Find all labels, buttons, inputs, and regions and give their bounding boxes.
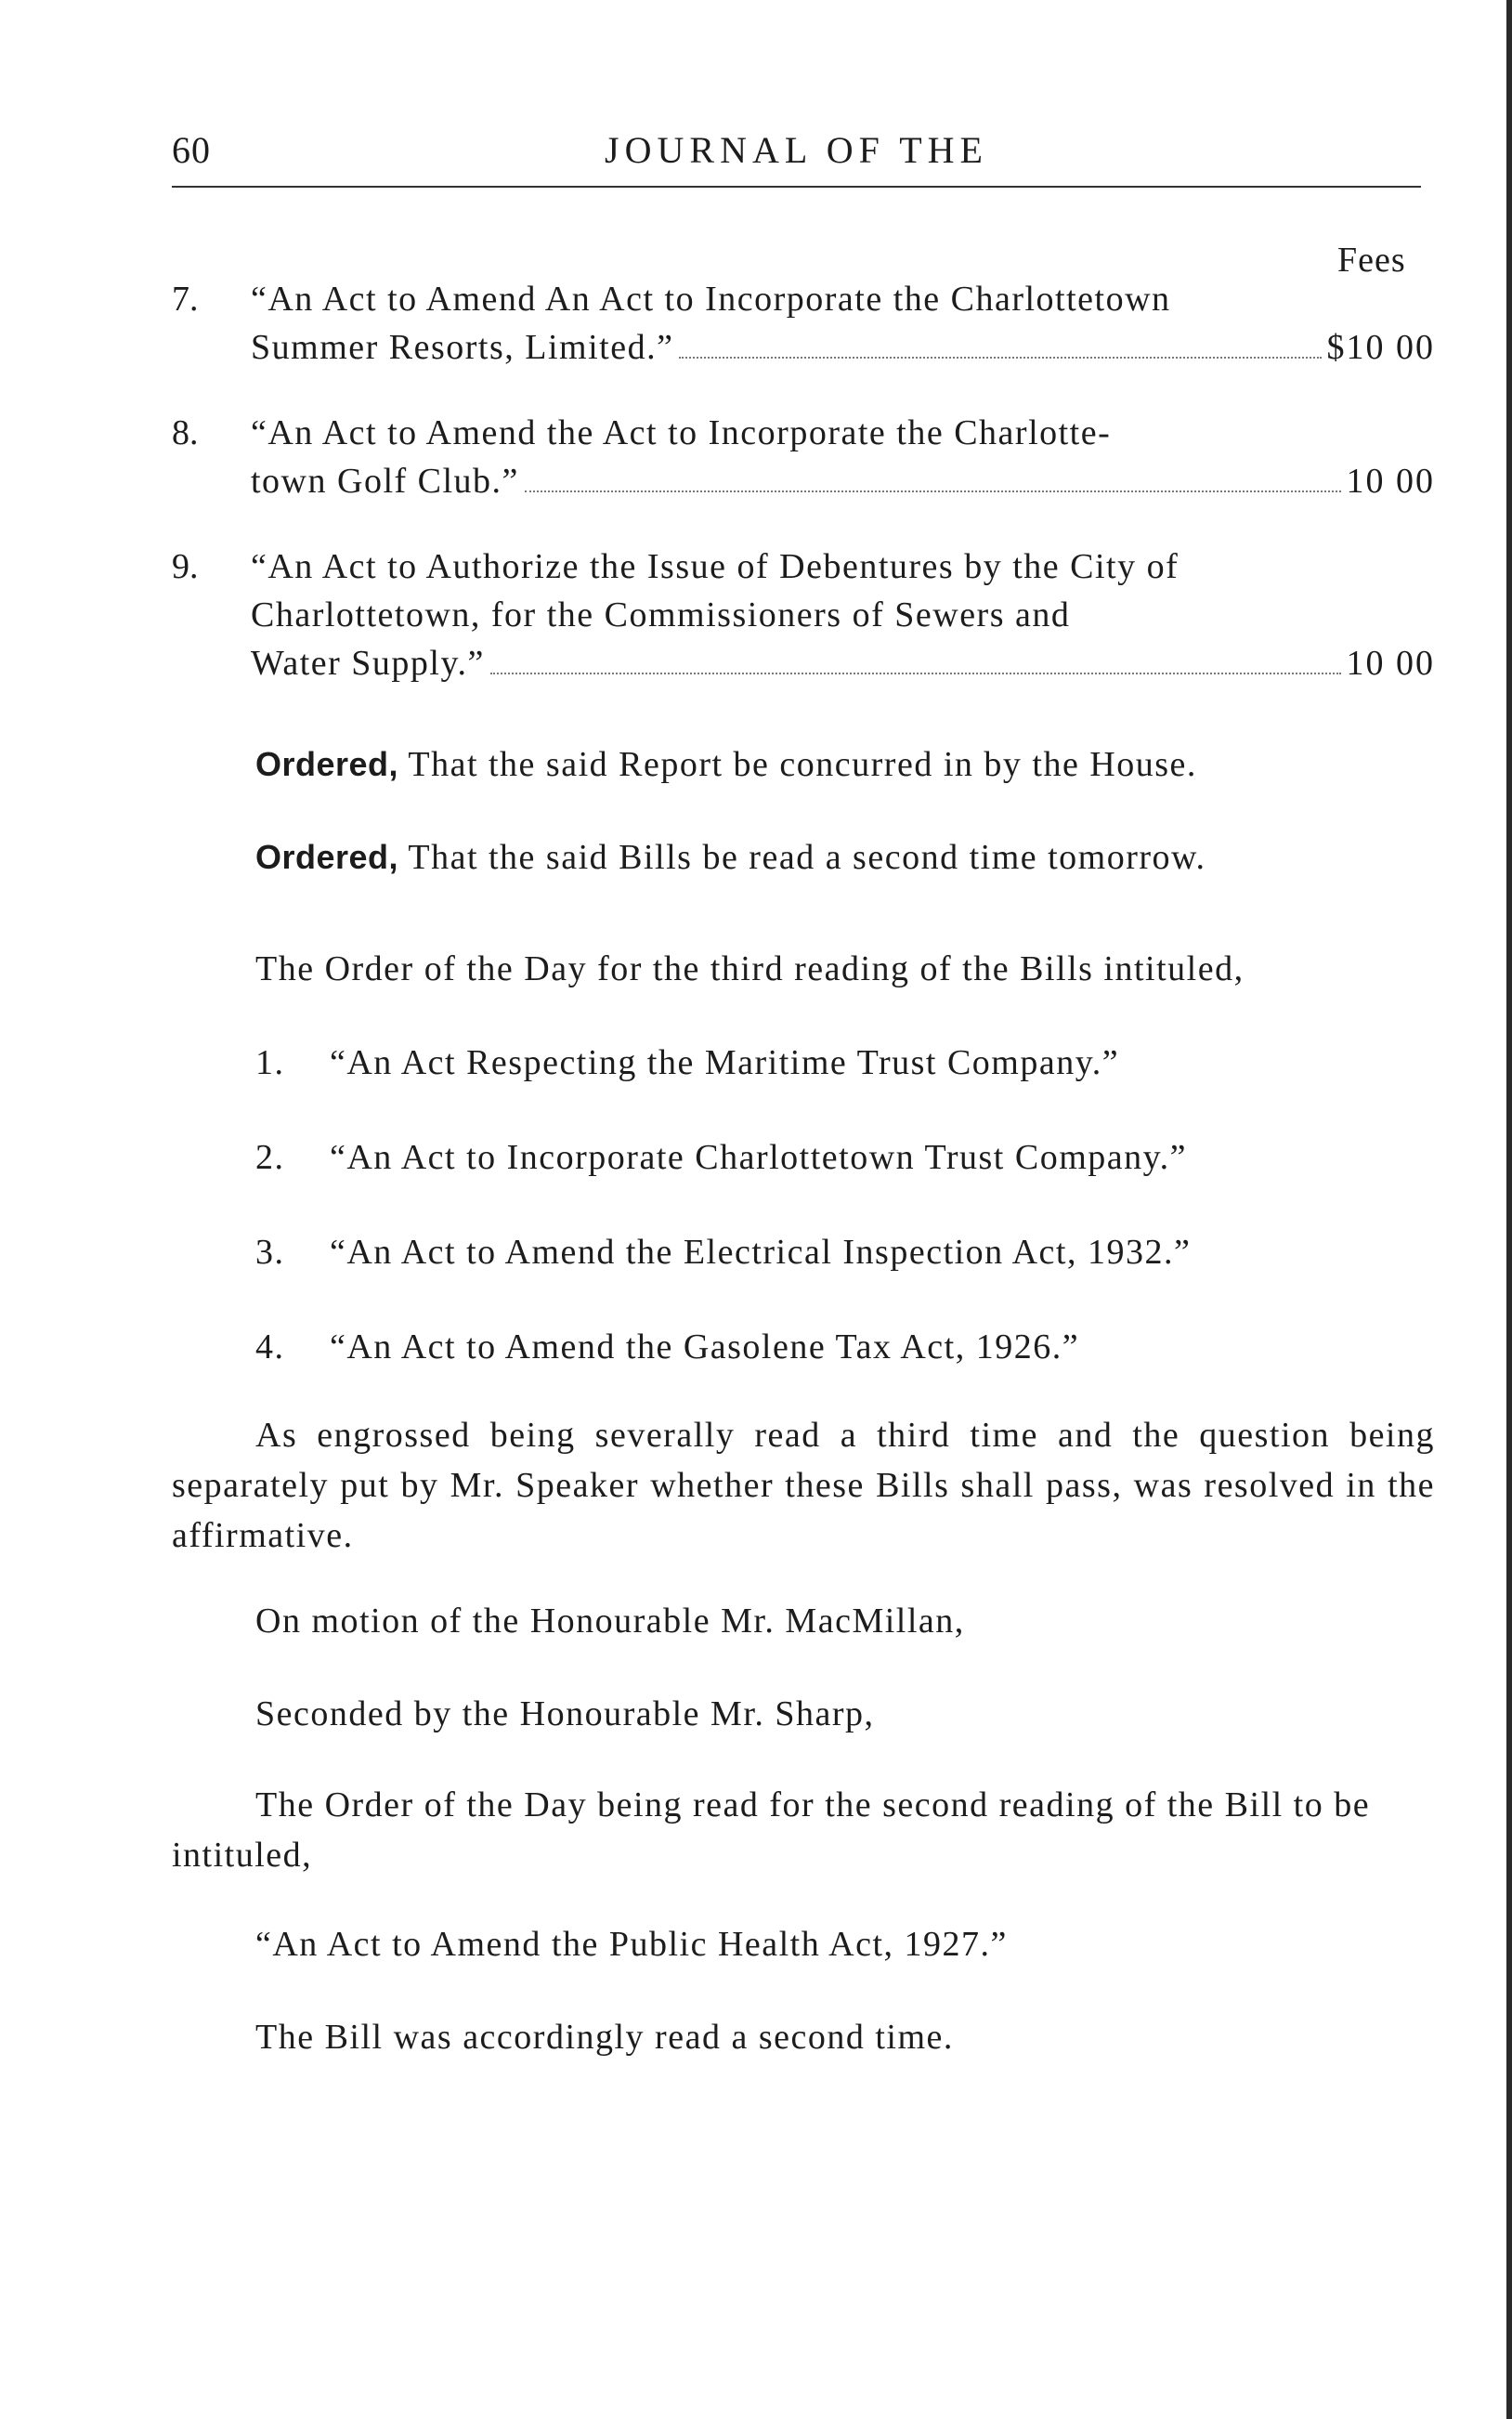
read-second-time-paragraph: The Bill was accordingly read a second time. bbox=[255, 2018, 954, 2057]
seconded-paragraph: Seconded by the Honourable Mr. Sharp, bbox=[255, 1694, 875, 1733]
list-item-number: 1. bbox=[255, 1043, 285, 1082]
bill-text bbox=[251, 543, 1435, 687]
bill-line: “An Act to Amend An Act to Incorporate the Charlottetown bbox=[251, 280, 1171, 319]
list-item-title: “An Act Respecting the Maritime Trust Company.” bbox=[330, 1043, 1120, 1082]
bill-line: Charlottetown, for the Commissioners of Sewers and bbox=[251, 595, 1071, 634]
list-item-title: “An Act to Amend the Electrical Inspection Act, 1932.” bbox=[330, 1233, 1192, 1272]
scan-edge bbox=[1506, 0, 1512, 2419]
list-item-number: 4. bbox=[255, 1327, 285, 1366]
list-item-number: 2. bbox=[255, 1138, 285, 1177]
running-title: JOURNAL OF THE bbox=[605, 129, 988, 171]
ordered-label: Ordered, bbox=[255, 838, 399, 876]
ordered-label: Ordered, bbox=[255, 745, 399, 783]
bill-line: “An Act to Amend the Act to Incorporate the Charlotte- bbox=[251, 413, 1112, 452]
page-header bbox=[172, 121, 1421, 195]
ordered-text: That the said Bills be read a second time tomorrow. bbox=[398, 838, 1206, 877]
dot-leader bbox=[679, 356, 1321, 359]
bill-item bbox=[172, 543, 1435, 687]
ordered-report-paragraph bbox=[172, 739, 1435, 790]
bill-fee-line bbox=[251, 457, 1435, 505]
bill-line: Summer Resorts, Limited.” bbox=[251, 328, 674, 367]
bill-fee: 10 00 bbox=[1346, 644, 1435, 683]
dot-leader bbox=[490, 672, 1341, 674]
list-item-title: “An Act to Incorporate Charlottetown Trust Company.” bbox=[330, 1138, 1188, 1177]
order-of-day-paragraph: The Order of the Day for the third reading of the Bills intituled, bbox=[255, 949, 1245, 988]
ordered-text: That the said Report be concurred in by the House. bbox=[398, 745, 1197, 784]
bill-item bbox=[172, 409, 1435, 505]
private-bills-list bbox=[172, 275, 1435, 725]
list-item bbox=[255, 1133, 1416, 1182]
list-item bbox=[255, 1323, 1416, 1371]
engrossed-paragraph: As engrossed being severally read a third time and the question being separately put by Mr. Speaker whether these Bills shall pass, was resolved in the affirmative. bbox=[172, 1416, 1435, 1555]
bill-text bbox=[251, 409, 1435, 505]
motion-paragraph: On motion of the Honourable Mr. MacMillan, bbox=[255, 1602, 965, 1641]
bill-line: “An Act to Authorize the Issue of Debentures by the City of bbox=[251, 547, 1180, 586]
second-reading-order-paragraph: The Order of the Day being read for the second reading of the Bill to be intituled, bbox=[172, 1785, 1371, 1875]
dot-leader bbox=[525, 490, 1341, 492]
bill-number: 9. bbox=[172, 547, 199, 586]
third-reading-bills-list bbox=[255, 1039, 1416, 1418]
bill-fee-line bbox=[251, 639, 1435, 687]
ordered-bills-paragraph bbox=[172, 832, 1435, 883]
header-rule bbox=[172, 186, 1421, 188]
bill-item bbox=[172, 275, 1435, 372]
bill-fee: $10 00 bbox=[1326, 328, 1435, 367]
list-item bbox=[255, 1228, 1416, 1276]
fees-column-label: Fees bbox=[1337, 241, 1406, 280]
bill-text bbox=[251, 275, 1435, 372]
list-item bbox=[255, 1039, 1416, 1087]
page-number: 60 bbox=[172, 129, 211, 171]
bill-fee: 10 00 bbox=[1346, 462, 1435, 501]
bill-number: 7. bbox=[172, 280, 199, 319]
list-item-title: “An Act to Amend the Gasolene Tax Act, 1926.” bbox=[330, 1327, 1080, 1366]
bill-line: Water Supply.” bbox=[251, 644, 485, 683]
bill-fee-line bbox=[251, 323, 1435, 372]
list-item-number: 3. bbox=[255, 1233, 285, 1272]
bill-number: 8. bbox=[172, 413, 199, 452]
public-health-bill-title: “An Act to Amend the Public Health Act, 1927.” bbox=[255, 1925, 1008, 1964]
bill-line: town Golf Club.” bbox=[251, 462, 519, 501]
